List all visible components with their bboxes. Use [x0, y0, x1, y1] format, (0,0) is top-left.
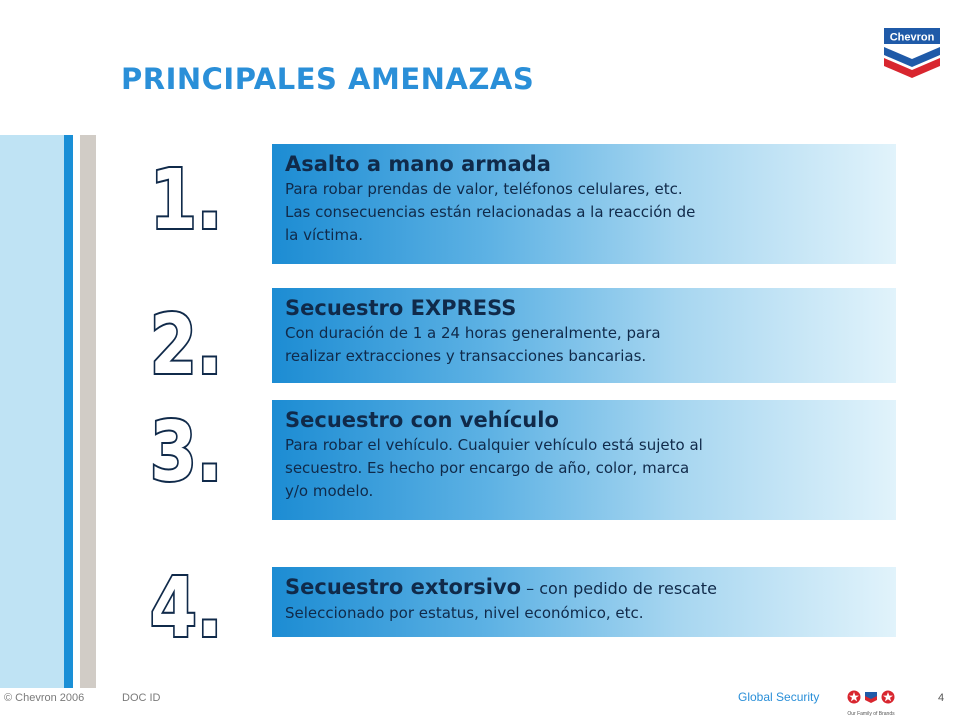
threat-description: Seleccionado por estatus, nivel económico, etc.: [285, 604, 644, 622]
threat-title: Secuestro EXPRESS: [285, 296, 517, 320]
left-decor-gray-stripe: [80, 135, 96, 688]
threat-description: Para robar prendas de valor, teléfonos celulares, etc. Las consecuencias están relacionadas a la reacción de la víctima.: [285, 180, 696, 244]
number-3-graphic: [150, 402, 223, 500]
page-number: 4: [938, 692, 945, 704]
footer-global-security: Global Security: [738, 690, 820, 704]
number-4-graphic: [150, 558, 223, 656]
svg-text:Our Family of Brands: Our Family of Brands: [847, 711, 895, 717]
left-decor-lightblue: [0, 135, 64, 688]
footer-copyright: © Chevron 2006: [4, 692, 85, 704]
svg-text:3.: 3.: [150, 403, 223, 500]
threat-description: Para robar el vehículo. Cualquier vehículo está sujeto al secuestro. Es hecho por encargo de año, color, marca y/o modelo.: [285, 436, 703, 500]
chevron-logo: [880, 14, 944, 86]
number-2-graphic: [150, 295, 223, 393]
threat-card-1: [272, 144, 896, 264]
threat-title: Secuestro extorsivo – con pedido de rescate: [285, 575, 717, 599]
chevron-logo-text: Chevron: [889, 31, 935, 44]
left-decor-blue-stripe: [64, 135, 73, 688]
threat-title: Asalto a mano armada: [285, 152, 551, 176]
threat-card-3: [272, 400, 896, 520]
footer-doc-id: DOC ID: [122, 692, 161, 704]
threat-card-2: [272, 288, 896, 383]
svg-text:1.: 1.: [150, 151, 223, 248]
number-1-graphic: [150, 150, 223, 248]
svg-text:4.: 4.: [150, 559, 223, 656]
page-title: PRINCIPALES AMENAZAS: [121, 62, 535, 96]
threat-subtitle: – con pedido de rescate: [521, 579, 717, 598]
svg-text:2.: 2.: [150, 296, 223, 393]
threat-card-4: [272, 567, 896, 637]
threat-description: Con duración de 1 a 24 horas generalmente, para realizar extracciones y transacciones bancarias.: [285, 324, 661, 365]
family-of-brands-logos: [845, 688, 897, 718]
threat-title: Secuestro con vehículo: [285, 408, 559, 432]
